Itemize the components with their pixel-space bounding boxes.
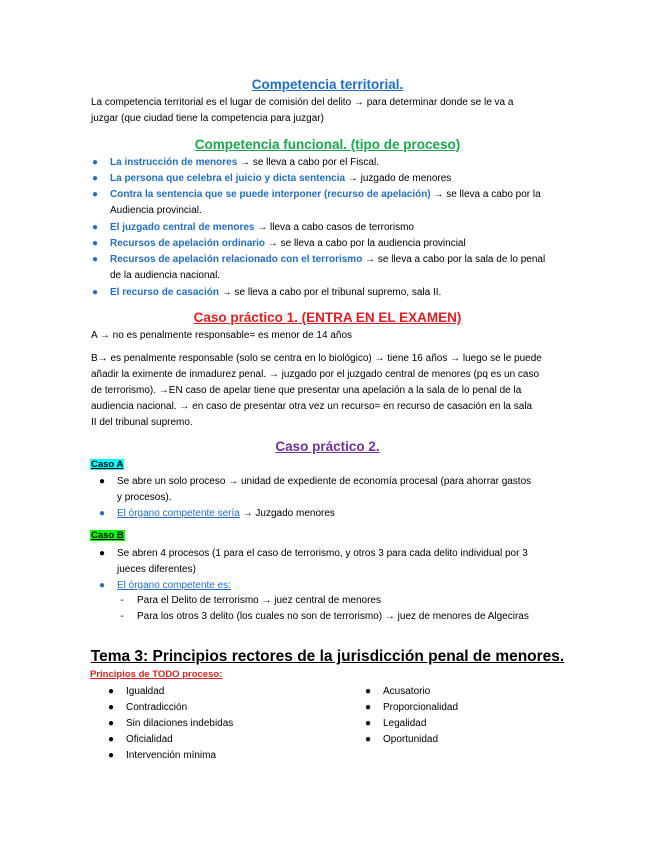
- list-item: [96, 474, 576, 506]
- section-title-funcional: Competencia funcional. (tipo de proceso): [194, 137, 461, 152]
- principle-label: Intervención mínima: [126, 750, 217, 761]
- list-item-bold: Recursos de apelación ordinario: [110, 238, 266, 249]
- list-item-continuation: y procesos).: [117, 492, 172, 503]
- bullet-icon: ●: [98, 508, 106, 519]
- caso1-answer-b-line: II del tribunal supremo.: [91, 417, 193, 428]
- list-item: [89, 285, 569, 301]
- bullet-icon: ●: [91, 173, 99, 184]
- paragraph-line: La competencia territorial es el lugar de comisión del delito → para determinar donde se le va a: [91, 97, 514, 108]
- list-item-text: → se lleva a cabo por la: [430, 189, 541, 200]
- caso1-answer-b-line: añadir la eximente de inmadurez penal. → juzgado por el juzgado central de menores (pq es un caso: [91, 369, 540, 380]
- list-item-text: → se lleva a cabo por la audiencia provincial: [265, 238, 466, 249]
- principle-label: Acusatorio: [383, 686, 431, 697]
- list-item-text: Para los otros 3 delito (los cuales no son de terrorismo) → juez de menores de Algeciras: [137, 611, 529, 622]
- principle-label: Legalidad: [383, 718, 427, 729]
- principle-item: [362, 716, 562, 732]
- bullet-icon: ●: [98, 580, 106, 591]
- caso1-answer-b-line: audiencia nacional. → en caso de presentar otra vez un recurso= en recurso de casación en la sala: [91, 401, 533, 412]
- list-item-continuation: Audiencia provincial.: [110, 205, 202, 216]
- caso-a-label: Caso A: [91, 459, 124, 470]
- list-item-text: → lleva a cabo casos de terrorismo: [254, 222, 414, 233]
- paragraph-line: juzgar (que ciudad tiene la competencia para juzgar): [91, 113, 324, 124]
- principle-item: [105, 732, 325, 748]
- bullet-icon: ●: [91, 287, 99, 298]
- list-item-bold: Contra la sentencia que se puede interponer (recurso de apelación): [110, 189, 431, 200]
- principle-label: Proporcionalidad: [383, 702, 459, 713]
- sub-list-item: [116, 593, 576, 609]
- organo-competente-link[interactable]: El órgano competente sería: [117, 508, 240, 519]
- section-title-caso2: Caso práctico 2.: [275, 439, 380, 454]
- principle-item: [362, 732, 562, 748]
- dash-icon: -: [120, 595, 124, 606]
- principle-label: Oportunidad: [383, 734, 439, 745]
- list-item-continuation: de la audiencia nacional.: [110, 270, 221, 281]
- caso1-answer-b-line: de terrorismo). →EN caso de apelar tiene que presentar una apelación a la sala de lo penal de la: [91, 385, 522, 396]
- list-item: [89, 252, 569, 284]
- principle-label: Igualdad: [126, 686, 165, 697]
- list-item-text: Se abren 4 procesos (1 para el caso de terrorismo, y otros 3 para cada delito individual por 3: [117, 548, 528, 559]
- bullet-icon: ●: [98, 476, 106, 487]
- list-item: [96, 506, 576, 522]
- bullet-icon: ●: [107, 702, 115, 713]
- bullet-icon: ●: [91, 189, 99, 200]
- principle-label: Contradicción: [126, 702, 188, 713]
- principle-item: [105, 716, 325, 732]
- list-item: [89, 155, 569, 171]
- principle-label: Oficialidad: [126, 734, 173, 745]
- tema3-title: Tema 3: Principios rectores de la jurisdicción penal de menores.: [90, 648, 565, 665]
- bullet-icon: ●: [107, 734, 115, 745]
- list-item-continuation: jueces diferentes): [117, 564, 196, 575]
- list-item: [96, 546, 576, 578]
- dash-icon: -: [120, 611, 124, 622]
- list-item-text: → se lleva a cabo por el tribunal supremo, sala II.: [218, 287, 442, 298]
- caso1-answer-a: A → no es penalmente responsable= es menor de 14 años: [91, 330, 353, 341]
- bullet-icon: ●: [364, 734, 372, 745]
- list-item-text: → Juzgado menores: [239, 508, 335, 519]
- section-title-territorial: Competencia territorial.: [251, 77, 404, 92]
- bullet-icon: ●: [107, 750, 115, 761]
- bullet-icon: ●: [91, 254, 99, 265]
- principle-item: [105, 684, 325, 700]
- bullet-icon: ●: [364, 686, 372, 697]
- list-item-text: Se abre un solo proceso → unidad de expediente de economía procesal (para ahorrar gastos: [117, 476, 532, 487]
- list-item: [89, 236, 569, 252]
- principle-label: Sin dilaciones indebidas: [126, 718, 234, 729]
- bullet-icon: ●: [364, 718, 372, 729]
- list-item-bold: El juzgado central de menores: [110, 222, 255, 233]
- sub-list-item: [116, 609, 576, 625]
- bullet-icon: ●: [364, 702, 372, 713]
- caso1-answer-b-line: B→ es penalmente responsable (solo se centra en lo biológico) → tiene 16 años → luego se le puede: [91, 353, 542, 364]
- principle-item: [362, 700, 562, 716]
- list-item-bold: Recursos de apelación relacionado con el terrorismo: [110, 254, 363, 265]
- list-item: [96, 578, 576, 594]
- bullet-icon: ●: [91, 222, 99, 233]
- bullet-icon: ●: [91, 238, 99, 249]
- principle-item: [362, 684, 562, 700]
- caso-b-label: Caso B: [91, 530, 124, 541]
- list-item-bold: El recurso de casación: [110, 287, 219, 298]
- list-item-text: → juzgado de menores: [345, 173, 452, 184]
- principios-label: Principios de TODO proceso:: [90, 669, 223, 680]
- list-item-text: → se lleva a cabo por la sala de lo penal: [362, 254, 546, 265]
- list-item-bold: La persona que celebra el juicio y dicta sentencia: [110, 173, 346, 184]
- bullet-icon: ●: [91, 157, 99, 168]
- list-item: [89, 187, 569, 219]
- section-title-caso1: Caso práctico 1. (ENTRA EN EL EXAMEN): [193, 310, 462, 325]
- list-item: [89, 220, 569, 236]
- principle-item: [105, 700, 325, 716]
- organo-competente-link[interactable]: El órgano competente es:: [117, 580, 231, 591]
- list-item-bold: La instrucción de menores: [110, 157, 238, 168]
- list-item: [89, 171, 569, 187]
- bullet-icon: ●: [107, 686, 115, 697]
- principle-item: [105, 748, 325, 764]
- bullet-icon: ●: [107, 718, 115, 729]
- bullet-icon: ●: [98, 548, 106, 559]
- list-item-text: Para el Delito de terrorismo → juez central de menores: [137, 595, 381, 606]
- list-item-text: → se lleva a cabo por el Fiscal.: [237, 157, 379, 168]
